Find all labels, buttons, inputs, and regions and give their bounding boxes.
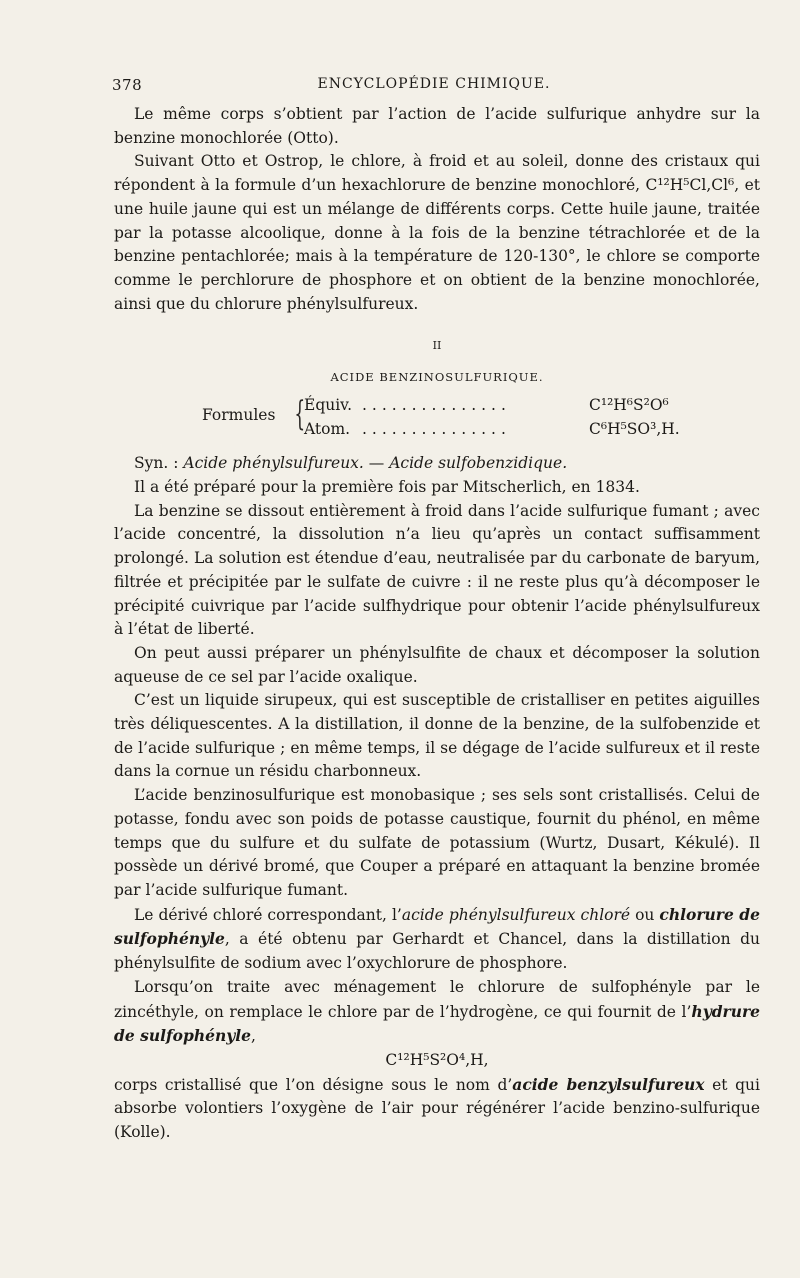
- page-header: [112, 76, 756, 96]
- text-run: , a été obtenu par Gerhardt et Chancel, dans la distillation du phénylsulfite de sodium avec l’oxychlorure de phosphore.: [114, 930, 760, 973]
- syn-separator: —: [363, 454, 390, 473]
- text-run: ,: [250, 1027, 256, 1046]
- synonyms-line: [114, 452, 760, 476]
- italic-term: acide phénylsulfureux chloré: [401, 905, 631, 924]
- formulas-label: Formules: [202, 406, 276, 425]
- text-run: corps cristallisé que l’on désigne sous le nom d’: [114, 1075, 513, 1094]
- syn-name-1: Acide phénylsulfureux.: [183, 454, 364, 473]
- section-title: ACIDE BENZINOSULFURIQUE.: [330, 370, 544, 385]
- formula-line: C¹²H⁵S²O⁴,H,: [385, 1050, 489, 1069]
- syn-prefix: Syn. :: [134, 454, 184, 473]
- formula-name: Équiv.: [304, 396, 353, 415]
- syn-name-2: Acide sulfobenzidique.: [389, 454, 568, 473]
- formula-value: C⁶H⁵SO³,H.: [589, 420, 680, 439]
- leader-dots: ...............: [362, 396, 511, 415]
- formula-row-atom: [304, 418, 680, 442]
- italic-term: hydrure de sulfophényle: [114, 1001, 760, 1046]
- page-number: 378: [112, 76, 143, 94]
- formula-row-equiv: [304, 394, 669, 418]
- paragraph-1: Le même corps s’obtient par l’action de l’acide sulfurique anhydre sur la benzine monochlorée (Otto).: [114, 105, 760, 147]
- running-title: ENCYCLOPÉDIE CHIMIQUE.: [317, 76, 551, 92]
- formula-value: C¹²H⁶S²O⁶: [589, 396, 669, 415]
- paragraph-2: Suivant Otto et Ostrop, le chlore, à froid et au soleil, donne des cristaux qui répondent à la formule d’un hexachlorure de benzine monochloré, C¹²H⁵Cl,Cl⁶, et une huile jaune qui est un mélange de différents corps. Cette huile jaune, traitée par la potasse alcoolique, donne à la fois de la benzine tétrachlorée et de la benzine pentachlorée; mais à la température de 120-130°, le chlore se comporte comme le perchlorure de phosphore et on obtient de la benzine monochlorée, ainsi que du chlorure phénylsulfureux.: [114, 152, 760, 313]
- paragraph-7: L’acide benzinosulfurique est monobasique ; ses sels sont cristallisés. Celui de potasse, fondu avec son poids de potasse caustique, fournit du phénol, en même temps que du sulfure et du sulfate de potassium (Wurtz, Dusart, Kékulé). Il possède un dérivé bromé, que Couper a préparé en attaquant la benzine bromée par l’acide sulfurique fumant.: [114, 786, 760, 899]
- page-body: [114, 103, 760, 1145]
- paragraph-3: Il a été préparé pour la première fois par Mitscherlich, en 1834.: [134, 478, 640, 497]
- paragraph-6: C’est un liquide sirupeux, qui est susceptible de cristalliser en petites aiguilles très déliquescentes. A la distillation, il donne de la benzine, de la sulfobenzide et de l’acide sulfurique ; en même temps, il se dégage de l’acide sulfureux et il reste dans la cornue un résidu charbonneux.: [114, 691, 760, 781]
- paragraph-9: [114, 976, 760, 1049]
- paragraph-8: [114, 903, 760, 976]
- paragraph-10: [114, 1073, 760, 1145]
- section-number: II: [432, 339, 442, 353]
- paragraph-4: La benzine se dissout entièrement à froid dans l’acide sulfurique fumant ; avec l’acide concentré, la dissolution n’a lieu qu’après un contact suffisamment prolongé. La solution est étendue d’eau, neutralisée par du carbonate de baryum, filtrée et précipitée par le sulfate de cuivre : il ne reste plus qu’à décomposer le précipité cuivrique par l’acide sulfhydrique pour obtenir l’acide phénylsulfureux à l’état de liberté.: [114, 501, 760, 639]
- text-run: Lorsqu’on traite avec ménagement le chlorure de sulfophényle par le zincéthyle, on remplace le chlore par de l’hydrogène, ce qui fournit de l’: [114, 977, 760, 1021]
- formula-name: Atom.: [304, 420, 351, 439]
- text-run: Le dérivé chloré correspondant, l’: [134, 905, 402, 924]
- paragraph-5: On peut aussi préparer un phénylsulfite de chaux et décomposer la solution aqueuse de ce sel par l’acide oxalique.: [114, 643, 760, 686]
- leader-dots: ...............: [362, 420, 511, 439]
- text-run: ou: [630, 905, 660, 924]
- italic-term: chlorure de sulfophényle: [114, 904, 760, 949]
- italic-term: acide benzylsulfureux: [512, 1074, 705, 1094]
- brace-icon: {: [294, 394, 306, 435]
- formulas-block: [114, 392, 760, 444]
- text-run: et qui absorbe volontiers l’oxygène de l’air pour régénérer l’acide benzino-sulfurique (Kolle).: [114, 1075, 760, 1142]
